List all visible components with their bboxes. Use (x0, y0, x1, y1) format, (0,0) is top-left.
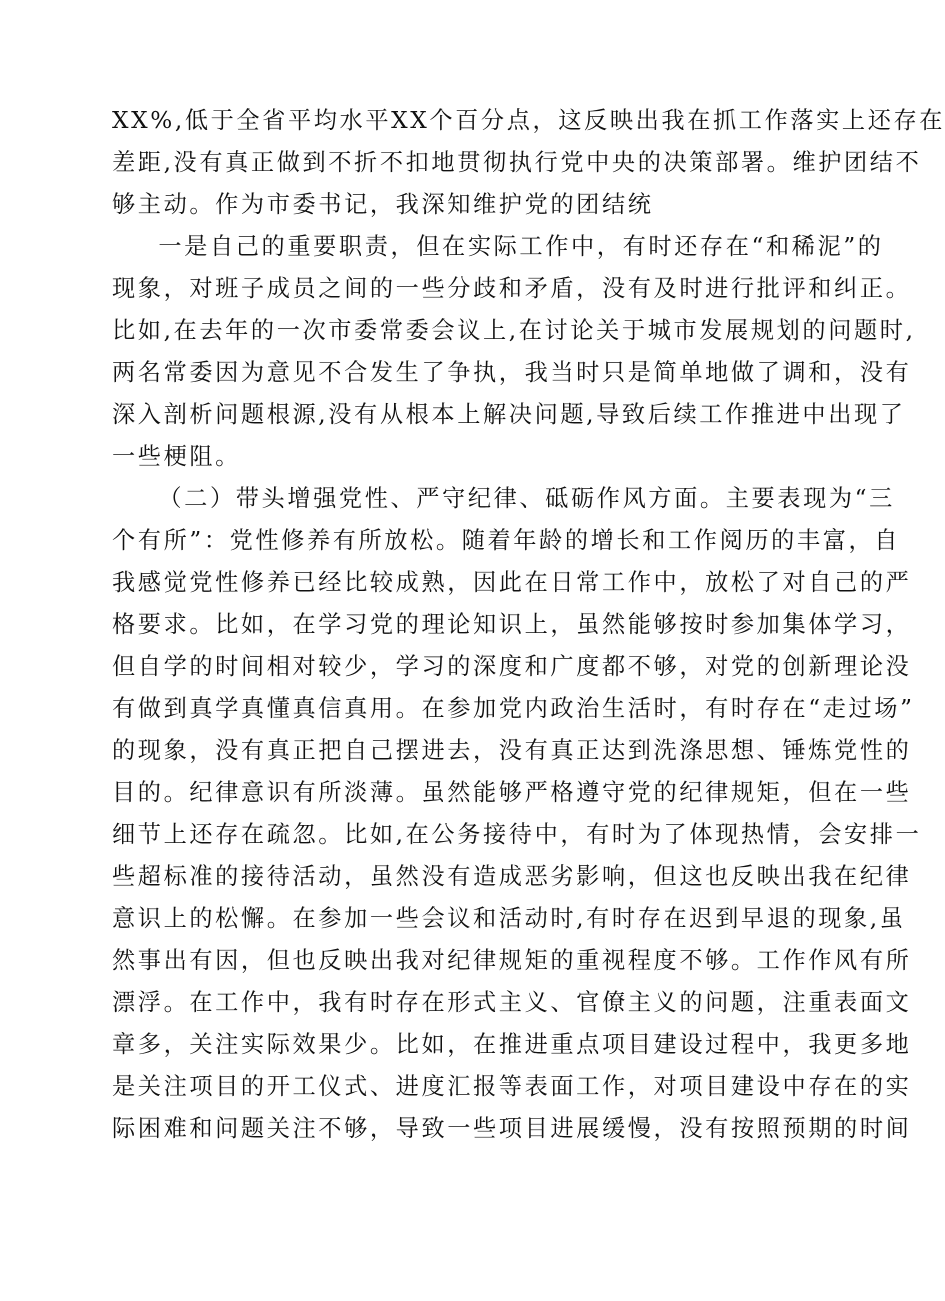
text-line: 际困难和问题关注不够，导致一些项目进展缓慢，没有按照预期的时间 (112, 1115, 912, 1142)
text-line: 现象，对班子成员之间的一些分歧和矛盾，没有及时进行批评和纠正。 (112, 275, 912, 302)
text-line: 格要求。比如，在学习党的理论知识上，虽然能够按时参加集体学习， (112, 611, 912, 638)
text-line: 些超标准的接待活动，虽然没有造成恶劣影响，但这也反映出我在纪律 (112, 863, 912, 890)
text-line: 细节上还存在疏忽。比如,在公务接待中，有时为了体现热情，会安排一 (112, 821, 922, 848)
text-line: 够主动。作为市委书记，我深知维护党的团结统 (112, 191, 654, 218)
text-line: 意识上的松懈。在参加一些会议和活动时,有时存在迟到早退的现象,虽 (112, 905, 906, 932)
text-line: （二）带头增强党性、严守纪律、砥砺作风方面。主要表现为“三 (158, 485, 895, 512)
document-body (112, 100, 945, 1150)
text-line: 一些梗阻。 (112, 443, 241, 470)
paragraph-3 (112, 478, 922, 1150)
text-line: 但自学的时间相对较少，学习的深度和广度都不够，对党的创新理论没 (112, 653, 912, 680)
text-line: 深入剖析问题根源,没有从根本上解决问题,导致后续工作推进中出现了 (112, 401, 906, 428)
text-line: XX%,低于全省平均水平XX个百分点，这反映出我在抓工作落实上还存在 (112, 107, 945, 134)
text-line: 的现象，没有真正把自己摆进去，没有真正达到洗涤思想、锤炼党性的 (112, 737, 912, 764)
paragraph-2 (112, 226, 916, 478)
text-line: 有做到真学真懂真信真用。在参加党内政治生活时，有时存在“走过场” (112, 695, 915, 722)
text-line: 一是自己的重要职责，但在实际工作中，有时还存在“和稀泥”的 (158, 233, 884, 260)
text-line: 差距,没有真正做到不折不扣地贯彻执行党中央的决策部署。维护团结不 (112, 149, 922, 176)
text-line: 章多，关注实际效果少。比如，在推进重点项目建设过程中，我更多地 (112, 1031, 912, 1058)
text-line: 比如,在去年的一次市委常委会议上,在讨论关于城市发展规划的问题时, (112, 317, 916, 344)
text-line: 漂浮。在工作中，我有时存在形式主义、官僚主义的问题，注重表面文 (112, 989, 912, 1016)
text-line: 两名常委因为意见不合发生了争执，我当时只是简单地做了调和，没有 (112, 359, 912, 386)
text-line: 我感觉党性修养已经比较成熟，因此在日常工作中，放松了对自己的严 (112, 569, 912, 596)
text-line: 个有所”：党性修养有所放松。随着年龄的增长和工作阅历的丰富，自 (112, 527, 901, 554)
text-line: 目的。纪律意识有所淡薄。虽然能够严格遵守党的纪律规矩，但在一些 (112, 779, 912, 806)
paragraph-1 (112, 100, 945, 226)
text-line: 是关注项目的开工仪式、进度汇报等表面工作，对项目建设中存在的实 (112, 1073, 912, 1100)
text-line: 然事出有因，但也反映出我对纪律规矩的重视程度不够。工作作风有所 (112, 947, 912, 974)
